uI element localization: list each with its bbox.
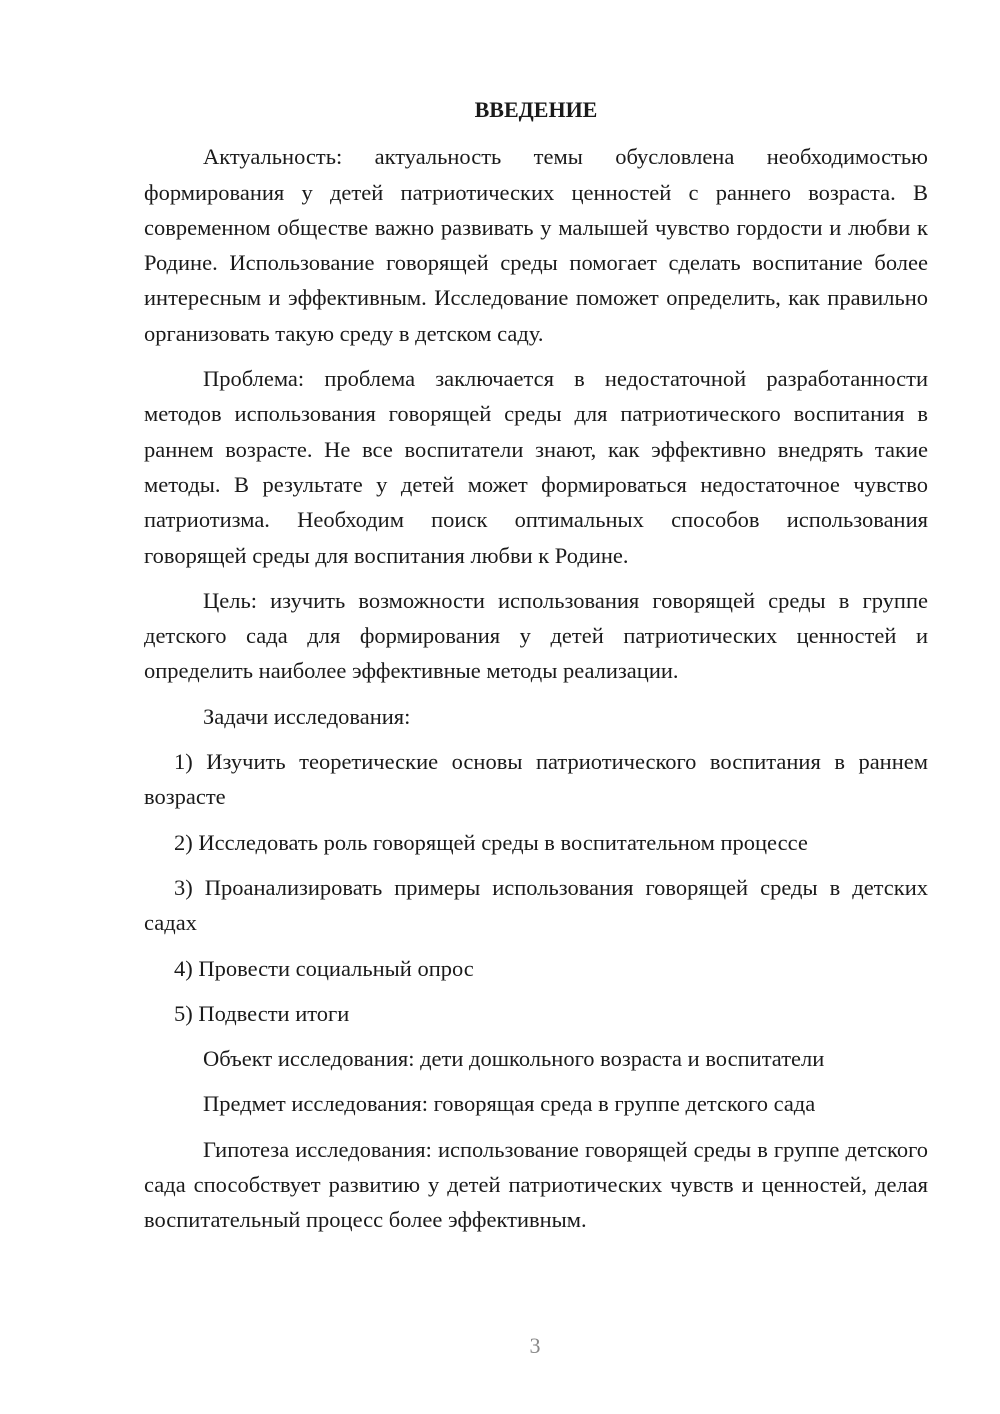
paragraph-relevance: Актуальность: актуальность темы обусловлена необходимостью формирования у детей патриотических ценностей с раннего возраста. В современном обществе важно развивать у малышей чувство гордости и любви к Родине. Использование говорящей среды помогает сделать воспитание более интересным и эффективным. Исследование поможет определить, как правильно организовать такую среду в детском саду.: [144, 144, 928, 346]
paragraph-subject: Предмет исследования: говорящая среда в группе детского сада: [203, 1091, 816, 1117]
document-body: [144, 92, 928, 1248]
paragraph-hypothesis: Гипотеза исследования: использование говорящей среды в группе детского сада способствует развитию у детей патриотических чувств и ценностей, делая воспитательный процесс более эффективным.: [144, 1136, 928, 1233]
tasks-heading: Задачи исследования:: [203, 703, 411, 729]
document-title: ВВЕДЕНИЕ: [474, 97, 598, 122]
paragraph-goal: Цель: изучить возможности использования говорящей среды в группе детского сада для формирования у детей патриотических ценностей и определить наиболее эффективные методы реализации.: [144, 587, 928, 684]
task-item-3: 3) Проанализировать примеры использования говорящей среды в детских садах: [144, 874, 928, 936]
page-number: 3: [529, 1333, 541, 1358]
task-item-1: 1) Изучить теоретические основы патриотического воспитания в раннем возрасте: [144, 749, 928, 810]
task-item-4: 4) Провести социальный опрос: [174, 955, 474, 981]
paragraph-problem: Проблема: проблема заключается в недостаточной разработанности методов использования говорящей среды для патриотического воспитания в раннем возрасте. Не все воспитатели знают, как эффективно внедрять такие методы. В результате у детей может формироваться недостаточное чувство патриотизма. Необходим поиск оптимальных способов использования говорящей среды для воспитания любви к Родине.: [144, 366, 928, 568]
task-item-2: 2) Исследовать роль говорящей среды в воспитательном процессе: [174, 829, 808, 855]
task-item-5: 5) Подвести итоги: [174, 1000, 350, 1026]
paragraph-object: Объект исследования: дети дошкольного возраста и воспитатели: [203, 1046, 825, 1072]
